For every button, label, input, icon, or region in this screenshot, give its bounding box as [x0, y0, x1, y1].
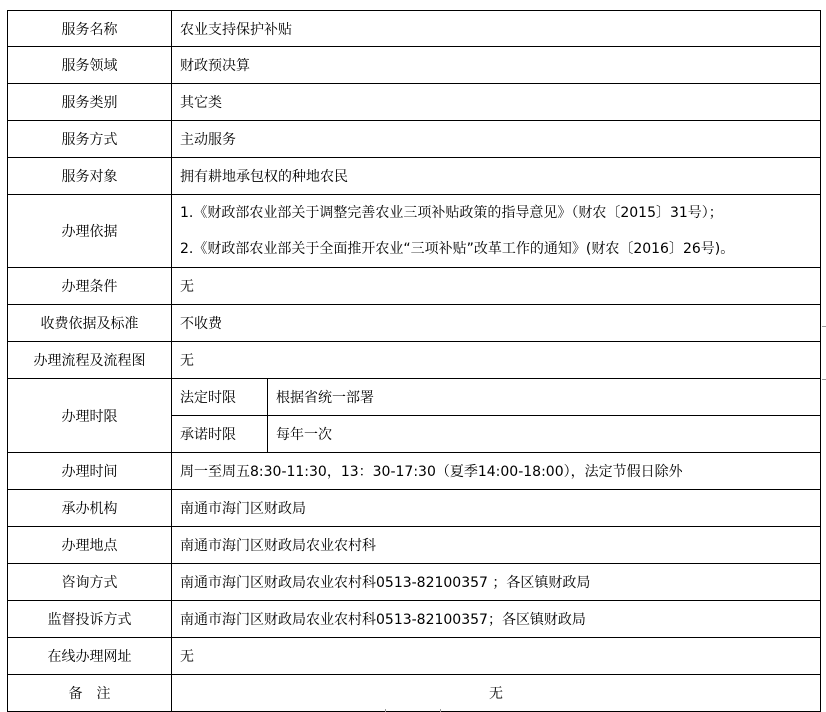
table-row [8, 305, 821, 342]
value-service-name: 农业支持保护补贴 [172, 11, 821, 47]
value-location: 南通市海门区财政局农业农村科 [172, 527, 821, 564]
label-location: 办理地点 [8, 527, 172, 564]
label-remarks: 备 注 [8, 675, 172, 712]
basis-line-1: 1.《财政部农业部关于调整完善农业三项补贴政策的指导意见》（财农〔2015〕31号）； [180, 205, 723, 221]
table-row [8, 675, 821, 712]
table-row [8, 527, 821, 564]
label-online: 在线办理网址 [8, 638, 172, 675]
label-conditions: 办理条件 [8, 268, 172, 305]
margin-mark [822, 379, 826, 380]
value-promised-time-limit: 每年一次 [268, 416, 821, 453]
label-basis: 办理依据 [8, 195, 172, 268]
value-conditions: 无 [172, 268, 821, 305]
table-row [8, 84, 821, 121]
label-consult: 咨询方式 [8, 564, 172, 601]
value-fee: 不收费 [172, 305, 821, 342]
value-agency: 南通市海门区财政局 [172, 490, 821, 527]
value-service-field: 财政预决算 [172, 47, 821, 84]
label-process: 办理流程及流程图 [8, 342, 172, 379]
label-agency: 承办机构 [8, 490, 172, 527]
table-row [8, 268, 821, 305]
table-row [8, 453, 821, 490]
table-row [8, 47, 821, 84]
basis-line-2: 2.《财政部农业部关于全面推开农业“三项补贴”改革工作的通知》(财农〔2016〕26号)。 [180, 241, 735, 257]
value-hours: 周一至周五8:30-11:30，13：30-17:30（夏季14:00-18:00），法定节假日除外 [172, 453, 821, 490]
value-service-category: 其它类 [172, 84, 821, 121]
table-row [8, 121, 821, 158]
value-service-target: 拥有耕地承包权的种地农民 [172, 158, 821, 195]
label-time-limit: 办理时限 [8, 379, 172, 453]
table-row [8, 11, 821, 47]
margin-mark [822, 326, 826, 327]
value-service-mode: 主动服务 [172, 121, 821, 158]
table-row [8, 195, 821, 268]
label-promised-time-limit: 承诺时限 [172, 416, 268, 453]
table-row [8, 638, 821, 675]
table-row [8, 490, 821, 527]
value-remarks: 无 [172, 675, 821, 712]
label-legal-time-limit: 法定时限 [172, 379, 268, 416]
value-online: 无 [172, 638, 821, 675]
table-row [8, 379, 821, 416]
table-row [8, 601, 821, 638]
value-consult: 南通市海门区财政局农业农村科0513-82100357 ；各区镇财政局 [172, 564, 821, 601]
label-fee: 收费依据及标准 [8, 305, 172, 342]
label-complaint: 监督投诉方式 [8, 601, 172, 638]
value-process: 无 [172, 342, 821, 379]
service-info-table [7, 10, 821, 712]
label-service-field: 服务领域 [8, 47, 172, 84]
table-row [8, 158, 821, 195]
label-service-mode: 服务方式 [8, 121, 172, 158]
value-legal-time-limit: 根据省统一部署 [268, 379, 821, 416]
label-hours: 办理时间 [8, 453, 172, 490]
table-row [8, 564, 821, 601]
label-service-target: 服务对象 [8, 158, 172, 195]
value-complaint: 南通市海门区财政局农业农村科0513-82100357；各区镇财政局 [172, 601, 821, 638]
label-service-name: 服务名称 [8, 11, 172, 47]
label-service-category: 服务类别 [8, 84, 172, 121]
value-basis [172, 195, 821, 268]
table-row [8, 342, 821, 379]
